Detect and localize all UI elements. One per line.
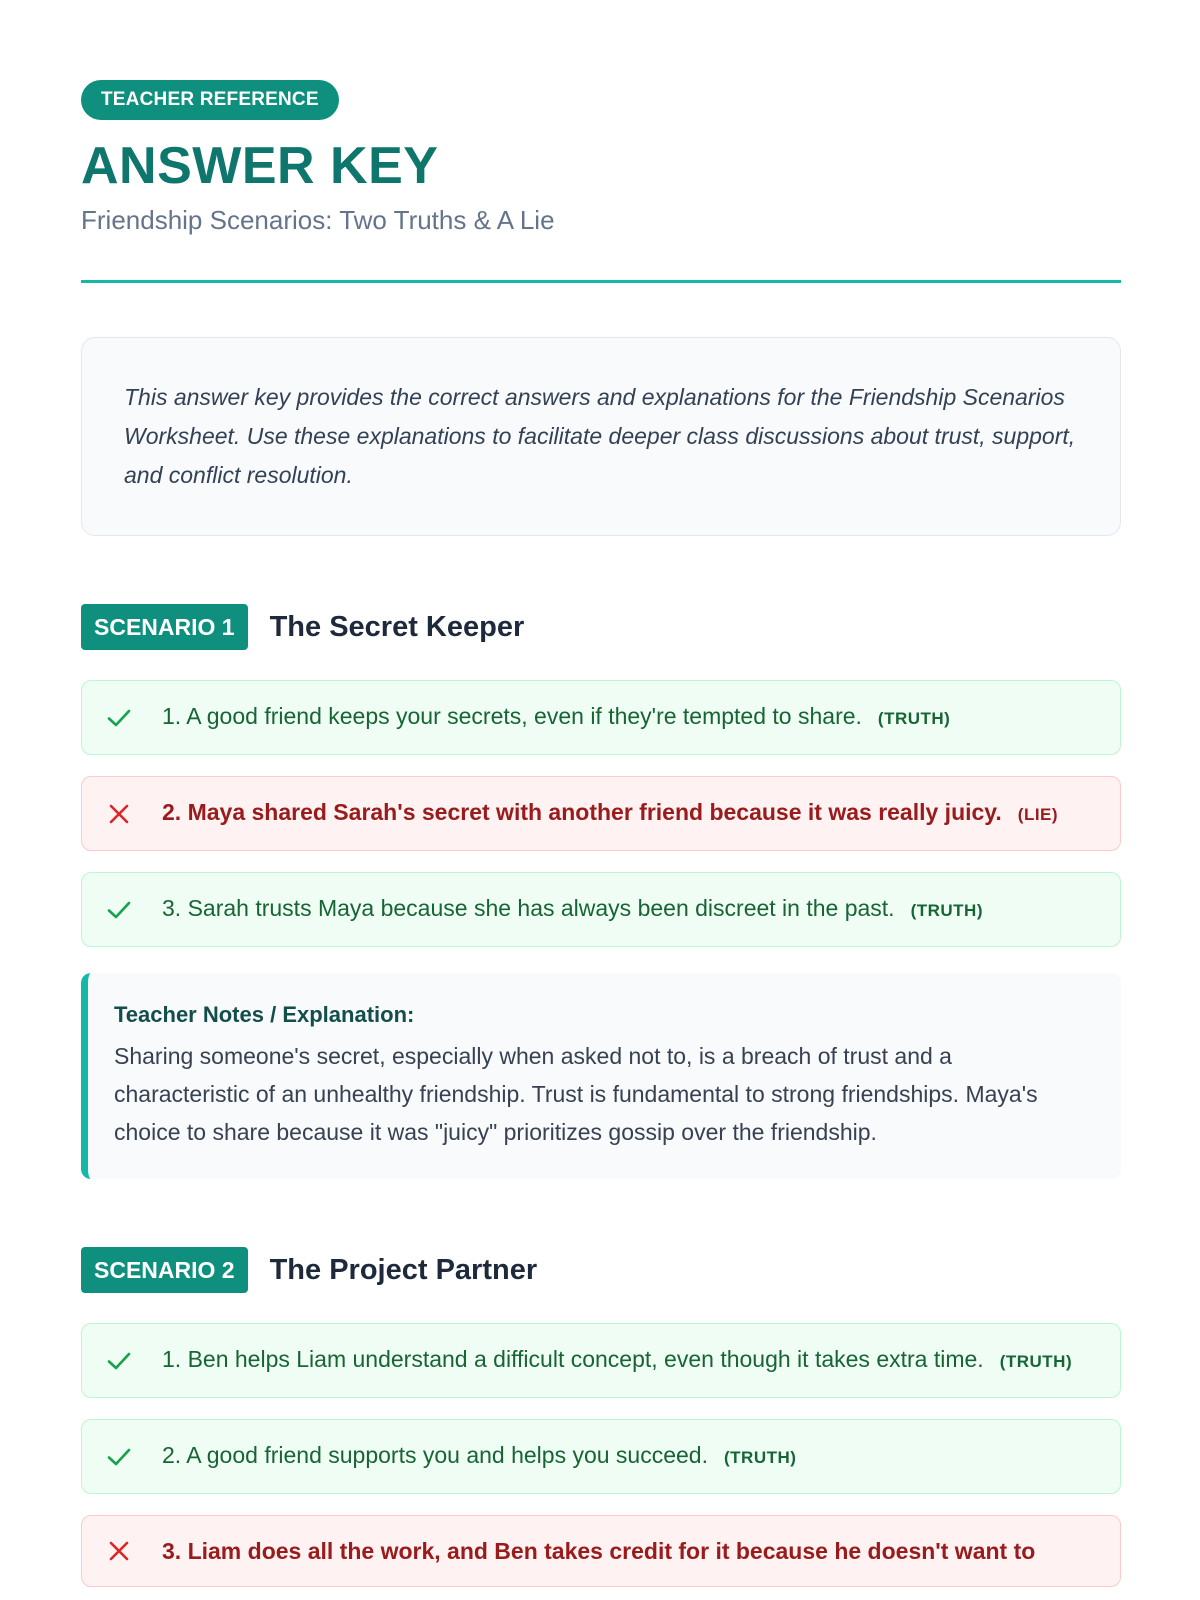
notes-heading: Teacher Notes / Explanation: (114, 1002, 415, 1027)
teacher-reference-badge: TEACHER REFERENCE (81, 80, 339, 120)
check-icon (104, 895, 134, 925)
statement-text: 1. Ben helps Liam understand a difficult concept, even though it takes extra time. (162, 1346, 984, 1372)
statement-label: (TRUTH) (877, 709, 951, 728)
statement-lie (81, 776, 1121, 851)
x-icon (104, 1536, 134, 1566)
notes-body: Sharing someone's secret, especially when asked not to, is a breach of trust and a characteristic of an unhealthy friendship. Trust is fundamental to strong friendships. Maya's choice to share because it was "juicy" prioritizes gossip over the friendship. (114, 1043, 1038, 1145)
scenario-1-header (81, 604, 1121, 650)
statement-text: 3. Sarah trusts Maya because she has always been discreet in the past. (162, 895, 895, 921)
statement-truth (81, 1419, 1121, 1494)
statement-text: 1. A good friend keeps your secrets, even if they're tempted to share. (162, 703, 862, 729)
statement-lie (81, 1515, 1121, 1587)
statement-label: (TRUTH) (910, 901, 983, 920)
statement-text: 3. Liam does all the work, and Ben takes credit for it because he doesn't want to (162, 1538, 1036, 1564)
x-icon (104, 799, 134, 829)
document-content (81, 80, 1121, 1587)
check-icon (104, 703, 134, 733)
scenario-title: The Secret Keeper (269, 610, 525, 643)
statement-truth (81, 680, 1121, 755)
scenario-title: The Project Partner (269, 1253, 538, 1286)
scenario-tag: SCENARIO 2 (81, 1247, 248, 1293)
page-title: ANSWER KEY (81, 137, 439, 195)
check-icon (104, 1346, 134, 1376)
statement-truth (81, 1323, 1121, 1398)
header-divider (81, 280, 1121, 283)
statement-truth (81, 872, 1121, 947)
scenario-tag: SCENARIO 1 (81, 604, 248, 650)
statement-text: 2. A good friend supports you and helps you succeed. (162, 1442, 708, 1468)
statement-text: 2. Maya shared Sarah's secret with another friend because it was really juicy. (162, 799, 1002, 825)
check-icon (104, 1442, 134, 1472)
page-subtitle: Friendship Scenarios: Two Truths & A Lie (81, 205, 555, 235)
scenario-2-header (81, 1247, 1121, 1293)
statement-label: (TRUTH) (999, 1352, 1073, 1371)
intro-box: This answer key provides the correct answers and explanations for the Friendship Scenarios Worksheet. Use these explanations to facilitate deeper class discussions about trust, support, and conflict resolution. (81, 337, 1121, 536)
teacher-notes (81, 973, 1121, 1179)
statement-label: (LIE) (1017, 805, 1059, 824)
statement-label: (TRUTH) (724, 1448, 797, 1467)
